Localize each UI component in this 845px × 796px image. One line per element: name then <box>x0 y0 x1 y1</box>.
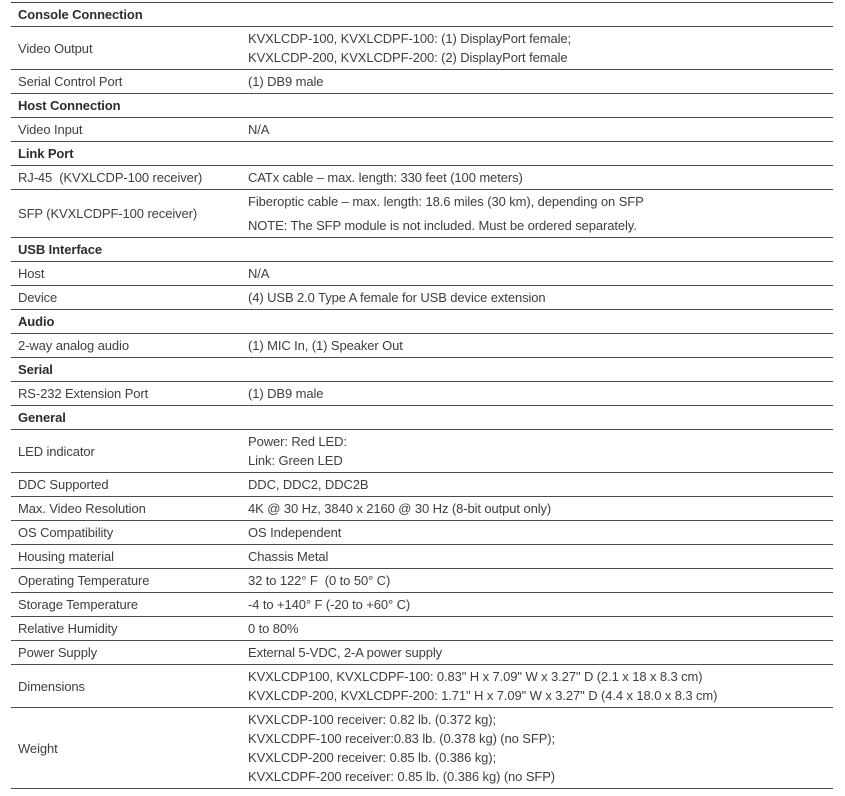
table-row-2-way-analog-audio <box>11 334 833 358</box>
table-row-video-output <box>11 27 833 70</box>
value-line: KVXLCDP-100 receiver: 0.82 lb. (0.372 kg); <box>248 712 496 727</box>
row-label: Relative Humidity <box>18 621 118 636</box>
row-value <box>248 29 833 67</box>
section-header-console-connection <box>11 3 833 27</box>
value-line: KVXLCDP100, KVXLCDPF-100: 0.83" H x 7.09" W x 3.27" D (2.1 x 18 x 8.3 cm) <box>248 669 703 684</box>
row-label: RS-232 Extension Port <box>18 386 149 401</box>
table-row-device <box>11 286 833 310</box>
value-line: KVXLCDP-200, KVXLCDPF-200: (2) DisplayPort female <box>248 50 568 65</box>
table-row-max-video-resolution <box>11 497 833 521</box>
section-title: Link Port <box>18 146 74 161</box>
section-header-serial <box>11 358 833 382</box>
row-value <box>248 288 833 307</box>
section-title: Console Connection <box>18 7 143 22</box>
value-line: 32 to 122° F (0 to 50° C) <box>248 573 391 588</box>
section-title: General <box>18 410 66 425</box>
row-label: Housing material <box>18 549 114 564</box>
row-label: Video Input <box>18 122 83 137</box>
row-value <box>248 571 833 590</box>
table-row-rj-45-kvxlcdp-100-receiver <box>11 166 833 190</box>
row-value <box>248 432 833 470</box>
value-line: Power: Red LED: <box>248 434 347 449</box>
row-label: Weight <box>18 740 58 756</box>
section-header-audio <box>11 310 833 334</box>
row-value <box>248 710 833 786</box>
specifications-table <box>11 2 833 789</box>
value-line: KVXLCDP-100, KVXLCDPF-100: (1) DisplayPort female; <box>248 31 572 46</box>
value-line: -4 to +140° F (-20 to +60° C) <box>248 597 411 612</box>
section-title: USB Interface <box>18 242 102 257</box>
table-row-weight <box>11 708 833 789</box>
row-value <box>248 120 833 139</box>
section-header-general <box>11 406 833 430</box>
row-value <box>248 595 833 614</box>
value-line: Chassis Metal <box>248 549 329 564</box>
value-line: (4) USB 2.0 Type A female for USB device extension <box>248 290 546 305</box>
value-line: (1) DB9 male <box>248 74 324 89</box>
table-row-led-indicator <box>11 430 833 473</box>
row-label: LED indicator <box>18 443 95 459</box>
row-value <box>248 523 833 542</box>
row-label: Serial Control Port <box>18 74 123 89</box>
table-row-ddc-supported <box>11 473 833 497</box>
row-value <box>248 72 833 91</box>
table-row-operating-temperature <box>11 569 833 593</box>
table-row-power-supply <box>11 641 833 665</box>
section-title: Audio <box>18 314 55 329</box>
row-label: Video Output <box>18 40 93 56</box>
value-line: N/A <box>248 266 270 281</box>
row-label: 2-way analog audio <box>18 338 129 353</box>
value-line: KVXLCDPF-100 receiver:0.83 lb. (0.378 kg) (no SFP); <box>248 731 556 746</box>
row-label: RJ-45 (KVXLCDP-100 receiver) <box>18 170 203 185</box>
row-label: Max. Video Resolution <box>18 501 146 516</box>
row-value <box>248 384 833 403</box>
table-row-sfp-kvxlcdpf-100-receiver <box>11 190 833 238</box>
row-label: Operating Temperature <box>18 573 150 588</box>
table-row-video-input <box>11 118 833 142</box>
table-row-relative-humidity <box>11 617 833 641</box>
row-label: DDC Supported <box>18 477 109 492</box>
value-line: KVXLCDP-200, KVXLCDPF-200: 1.71" H x 7.09" W x 3.27" D (4.4 x 18.0 x 8.3 cm) <box>248 688 718 703</box>
table-row-rs-232-extension-port <box>11 382 833 406</box>
value-line: (1) DB9 male <box>248 386 324 401</box>
table-row-serial-control-port <box>11 70 833 94</box>
section-title: Host Connection <box>18 98 121 113</box>
table-row-storage-temperature <box>11 593 833 617</box>
row-value <box>248 619 833 638</box>
row-value <box>248 336 833 355</box>
table-row-dimensions <box>11 665 833 708</box>
row-label: Power Supply <box>18 645 98 660</box>
section-title: Serial <box>18 362 53 377</box>
table-row-host <box>11 262 833 286</box>
row-label: Storage Temperature <box>18 597 138 612</box>
row-value <box>248 192 833 235</box>
value-line: DDC, DDC2, DDC2B <box>248 477 369 492</box>
value-line: 4K @ 30 Hz, 3840 x 2160 @ 30 Hz (8-bit output only) <box>248 501 552 516</box>
table-row-housing-material <box>11 545 833 569</box>
section-header-link-port <box>11 142 833 166</box>
row-label: Device <box>18 290 58 305</box>
row-value <box>248 547 833 566</box>
value-line: Link: Green LED <box>248 453 343 468</box>
value-line: (1) MIC In, (1) Speaker Out <box>248 338 403 353</box>
row-label: OS Compatibility <box>18 525 114 540</box>
row-value <box>248 475 833 494</box>
value-line: External 5-VDC, 2-A power supply <box>248 645 443 660</box>
row-label: Host <box>18 266 45 281</box>
row-value <box>248 168 833 187</box>
row-value <box>248 264 833 283</box>
value-line: OS Independent <box>248 525 342 540</box>
row-value <box>248 643 833 662</box>
section-header-host-connection <box>11 94 833 118</box>
value-line: NOTE: The SFP module is not included. Must be ordered separately. <box>248 218 637 233</box>
row-value <box>248 499 833 518</box>
value-line: Fiberoptic cable – max. length: 18.6 miles (30 km), depending on SFP <box>248 194 644 209</box>
value-line: 0 to 80% <box>248 621 299 636</box>
value-line: CATx cable – max. length: 330 feet (100 meters) <box>248 170 523 185</box>
table-row-os-compatibility <box>11 521 833 545</box>
value-line: N/A <box>248 122 270 137</box>
value-line: KVXLCDP-200 receiver: 0.85 lb. (0.386 kg); <box>248 750 496 765</box>
section-header-usb-interface <box>11 238 833 262</box>
value-line: KVXLCDPF-200 receiver: 0.85 lb. (0.386 kg) (no SFP) <box>248 769 556 784</box>
row-value <box>248 667 833 705</box>
row-label: SFP (KVXLCDPF-100 receiver) <box>18 206 198 221</box>
row-label: Dimensions <box>18 678 85 694</box>
